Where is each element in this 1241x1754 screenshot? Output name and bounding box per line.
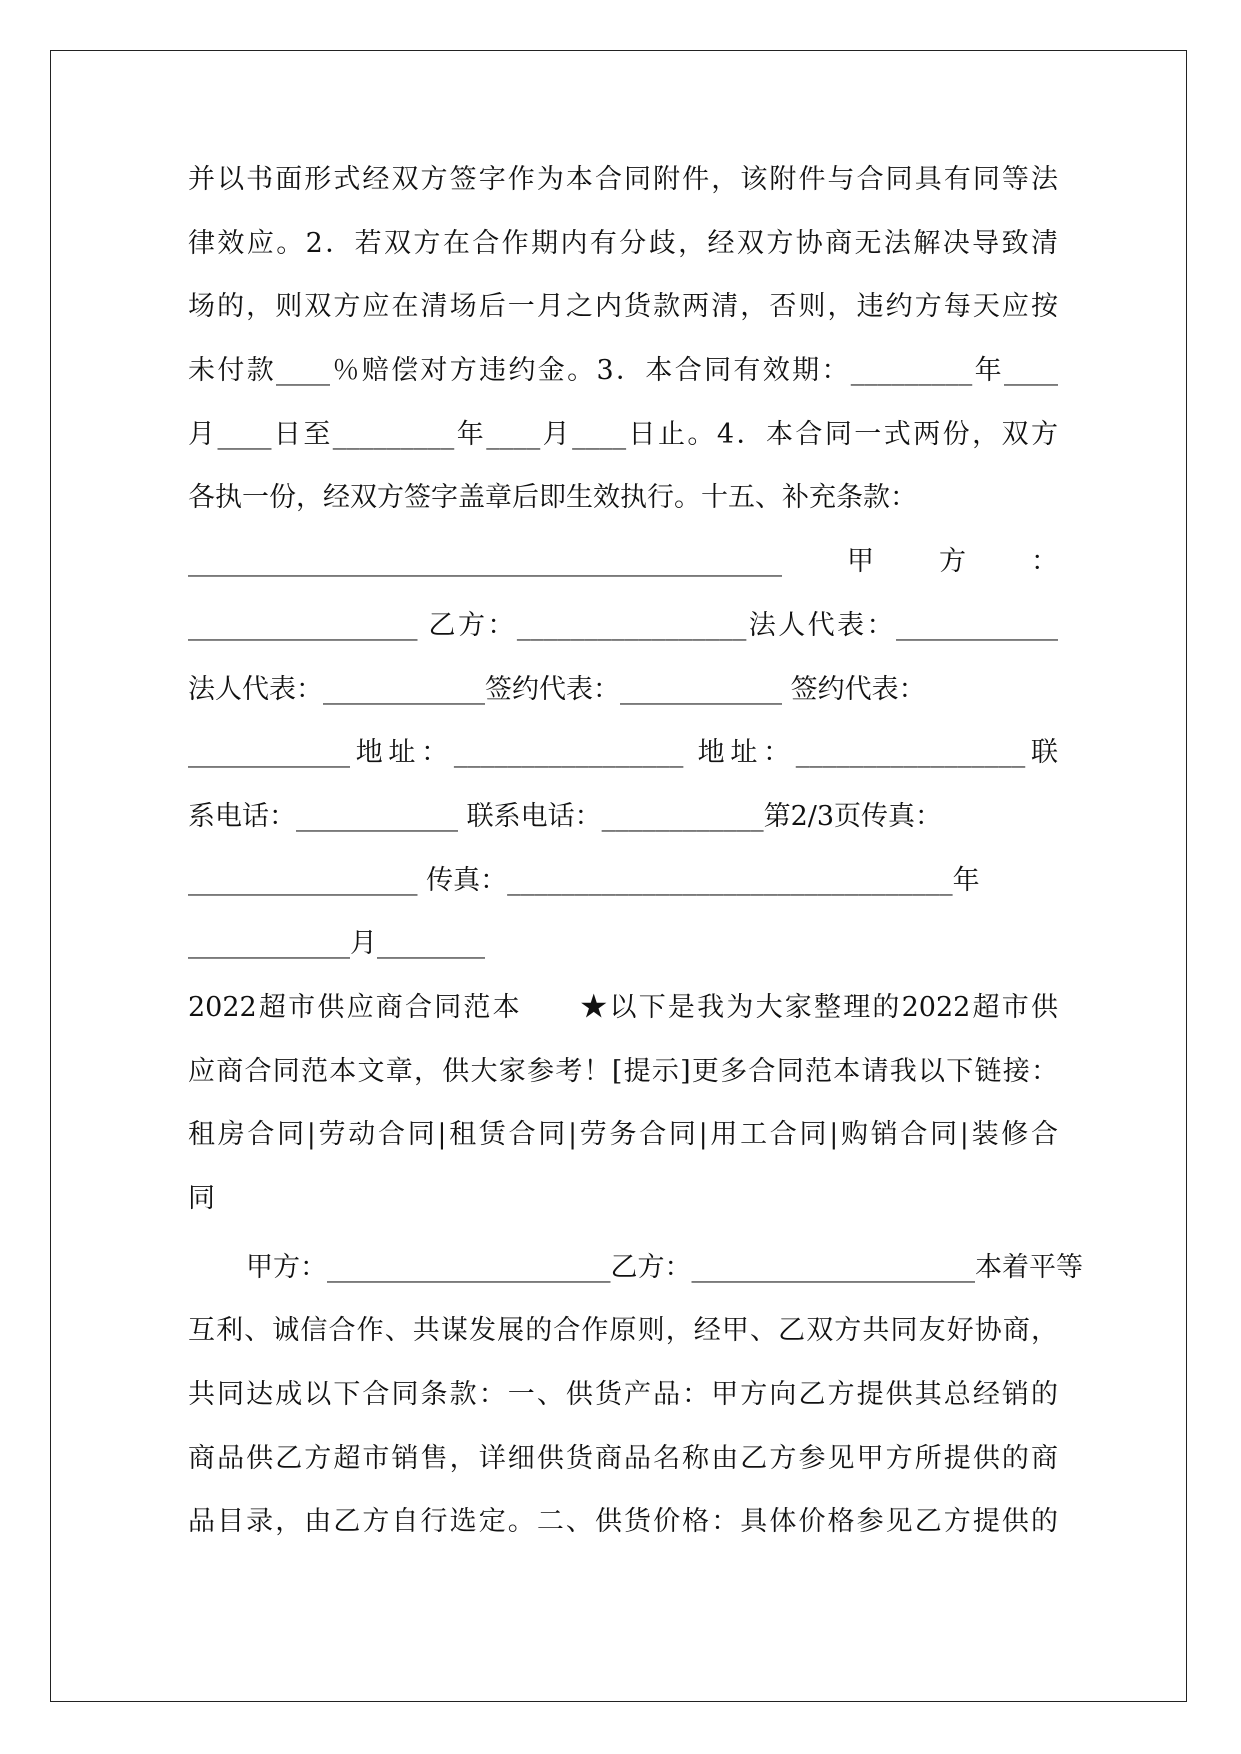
text-line: 互利、诚信合作、共谋发展的合作原则，经甲、乙双方共同友好协商， (188, 1315, 1058, 1347)
signature-line: _________________ 乙方：_________________法人代表：____________ (188, 609, 1058, 641)
signature-line: 法人代表：____________签约代表：____________ 签约代表： (188, 673, 926, 705)
text-line: 场的，则双方应在清场后一月之内货款两清，否则，违约方每天应按 (188, 291, 1058, 323)
contract-terms-paragraph (188, 160, 1058, 988)
text-line: 同 (188, 1183, 215, 1214)
text-line: 律效应。2．若双方在合作期内有分歧，经双方协商无法解决导致清 (188, 227, 1058, 259)
text-line: 2022超市供应商合同范本 ★以下是我为大家整理的2022超市供 (188, 991, 1058, 1023)
signature-line: ____________地址：_________________ 地址：_________________联 (188, 737, 1058, 769)
document-body (188, 160, 1083, 1566)
text-line: 月____日至_________年____月____日止。4．本合同一式两份，双方 (188, 418, 1058, 450)
text-line: 商品供乙方超市销售，详细供货商品名称由乙方参见甲方所提供的商 (188, 1442, 1058, 1474)
text-line: 品目录，由乙方自行选定。二、供货价格：具体价格参见乙方提供的 (188, 1506, 1058, 1538)
link-list-line: 租房合同|劳动合同|租赁合同|劳务合同|用工合同|购销合同|装修合 (188, 1119, 1058, 1151)
text-line: 各执一份，经双方签字盖章后即生效执行。十五、补充条款： (188, 482, 917, 514)
text-line: 应商合同范本文章，供大家参考！[提示]更多合同范本请我以下链接： (188, 1055, 1058, 1087)
text-line: 未付款____％赔偿对方违约金。3．本合同有效期：_________年____ (188, 355, 1058, 387)
text-line: 共同达成以下合同条款：一、供货产品：甲方向乙方提供其总经销的 (188, 1379, 1058, 1411)
signature-line: ____________月________ (188, 928, 485, 960)
signature-line: 系电话：____________ 联系电话：____________第2/3页传真： (188, 800, 943, 832)
contract-opening-paragraph (188, 1248, 1083, 1566)
signature-line: ____________________________________________甲方： (188, 546, 1058, 578)
text-line: 甲方：_____________________乙方：_____________________本着平等 (246, 1251, 1083, 1283)
article-intro-paragraph (188, 988, 1058, 1243)
text-line: 并以书面形式经双方签字作为本合同附件，该附件与合同具有同等法 (188, 164, 1058, 195)
signature-line: _________________ 传真：_________________________________年 (188, 864, 980, 896)
